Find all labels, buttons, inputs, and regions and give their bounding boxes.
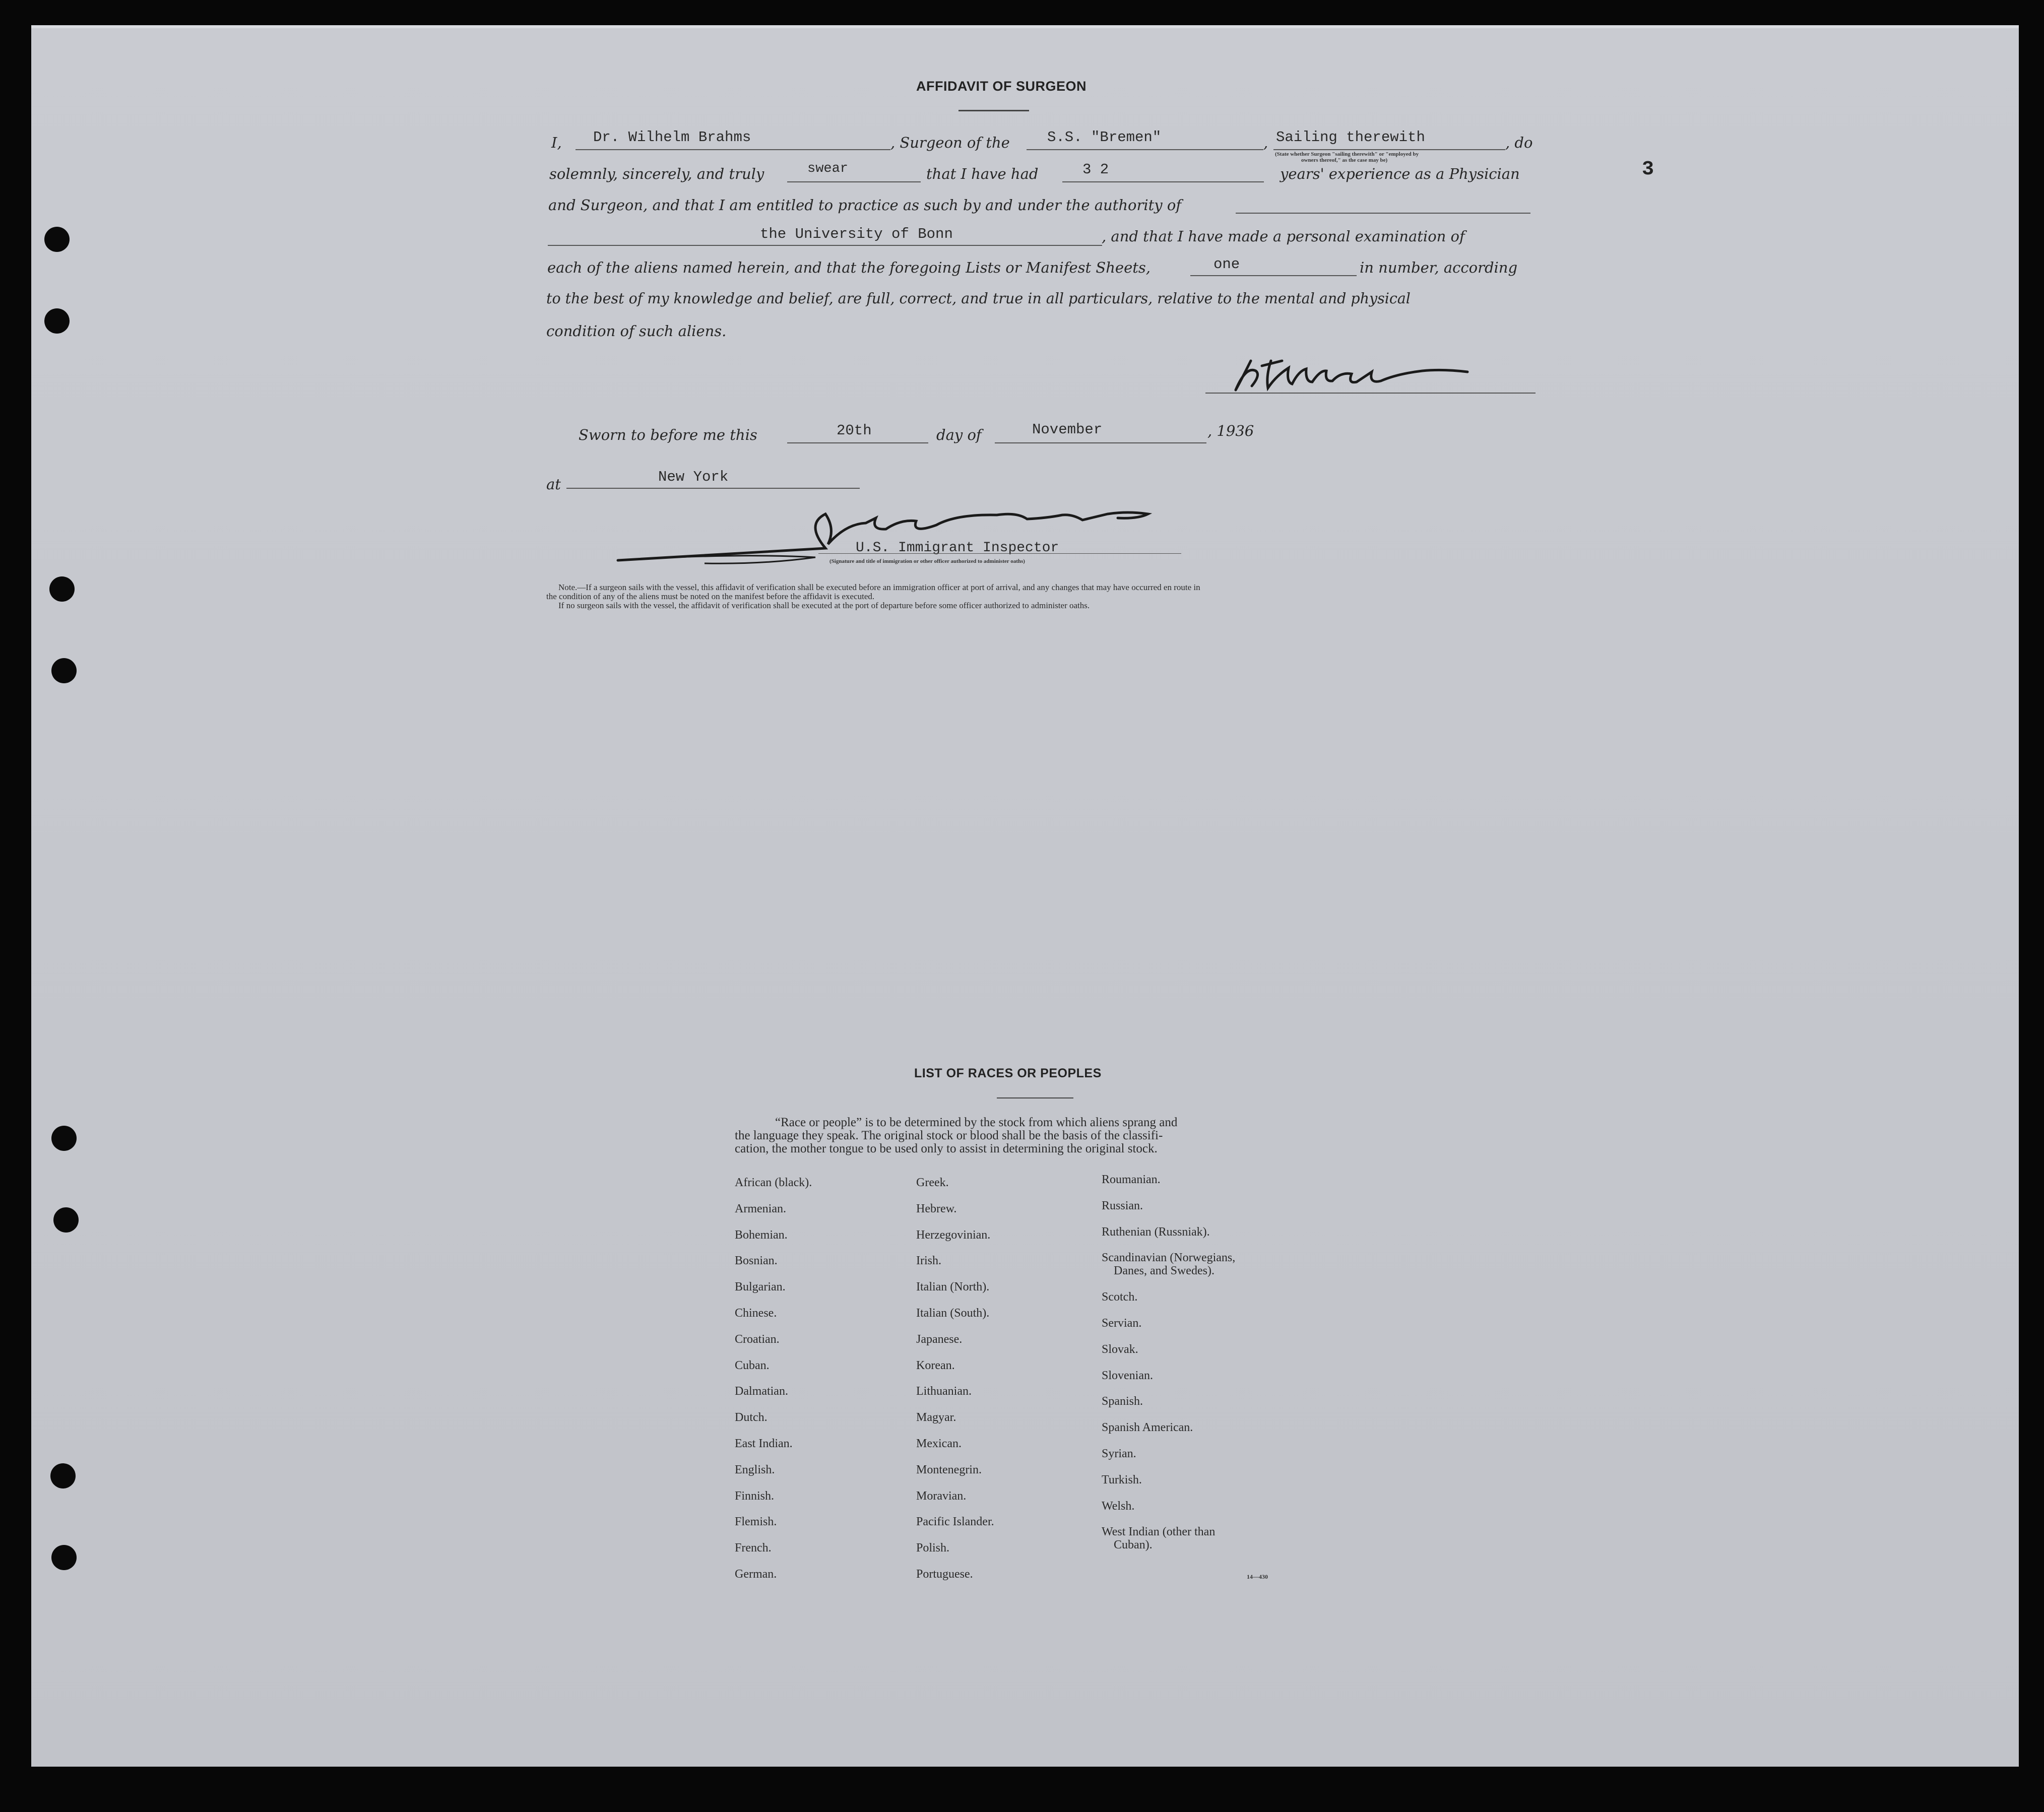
race-entry: Italian (North). — [916, 1280, 990, 1294]
note-line-3: If no surgeon sails with the vessel, the affidavit of verification shall be executed at the port of departure before some officer authorized to administer oaths. — [558, 601, 1090, 610]
race-entry: Moravian. — [916, 1489, 967, 1503]
oath-line — [787, 181, 921, 182]
years-line — [1062, 181, 1264, 182]
text-sworn: Sworn to before me this — [579, 426, 757, 443]
race-entry: Cuban. — [735, 1358, 770, 1372]
race-entry: Bosnian. — [735, 1254, 778, 1268]
manifest-page — [31, 25, 2019, 1767]
races-intro-3: cation, the mother tongue to be used only to assist in determining the original stock. — [735, 1142, 1158, 1155]
race-entry: Spanish. — [1102, 1395, 1143, 1408]
status-line — [1273, 149, 1505, 150]
race-entry: Herzegovinian. — [916, 1228, 991, 1242]
race-entry: Magyar. — [916, 1411, 956, 1425]
note-line-2: the condition of any of the aliens must be noted on the manifest before the affidavit is executed. — [546, 592, 875, 601]
sheets-line — [1190, 275, 1357, 276]
race-entry: Hebrew. — [916, 1202, 957, 1215]
authority-line-a — [1236, 213, 1530, 214]
race-entry: Greek. — [916, 1176, 949, 1189]
text-i: I, — [551, 134, 562, 151]
race-entry: Korean. — [916, 1358, 955, 1372]
surgeon-signature — [1205, 336, 1538, 396]
affidavit-title: AFFIDAVIT OF SURGEON — [916, 79, 1087, 94]
place-line — [566, 488, 860, 489]
title-rule — [959, 110, 1029, 111]
race-entry: Polish. — [916, 1541, 950, 1555]
text-years-experience: years' experience as a Physician — [1280, 165, 1520, 182]
page-number: 3 — [1642, 158, 1654, 181]
text-line3: and Surgeon, and that I am entitled to practice as such by and under the authority of — [548, 197, 1182, 214]
inspector-line — [818, 553, 1181, 554]
status-note-1: (State whether Surgeon "sailing therewith" or "employed by — [1275, 151, 1419, 157]
text-day-of: day of — [936, 426, 982, 443]
race-entry: Mexican. — [916, 1437, 962, 1450]
sheets-count: one — [1213, 256, 1240, 273]
race-entry: Slovak. — [1102, 1342, 1138, 1356]
race-entry: German. — [735, 1568, 777, 1581]
sworn-month: November — [1032, 421, 1103, 438]
races-intro-1: “Race or people” is to be determined by the stock from which aliens sprang and — [775, 1116, 1178, 1129]
races-intro-2: the language they speak. The original stock or blood shall be the basis of the classifi- — [735, 1129, 1163, 1142]
binder-hole — [51, 658, 77, 683]
text-line4: , and that I have made a personal examination of — [1102, 228, 1465, 245]
race-entry: Japanese. — [916, 1332, 963, 1346]
race-entry: French. — [735, 1541, 772, 1555]
race-entry: Bohemian. — [735, 1228, 788, 1242]
race-entry: Scotch. — [1102, 1290, 1138, 1304]
surgeon-name: Dr. Wilhelm Brahms — [593, 129, 751, 146]
race-entry: Finnish. — [735, 1489, 775, 1503]
race-entry: Turkish. — [1102, 1473, 1142, 1486]
binder-hole — [51, 1126, 77, 1151]
race-entry: West Indian (other than Cuban). — [1102, 1525, 1216, 1552]
race-entry: Lithuanian. — [916, 1385, 972, 1398]
race-entry: Russian. — [1102, 1199, 1143, 1212]
race-entry: Roumanian. — [1102, 1173, 1161, 1186]
authority-line-b — [548, 245, 1102, 246]
race-entry: Slovenian. — [1102, 1369, 1153, 1382]
race-entry: East Indian. — [735, 1437, 793, 1450]
binder-hole — [53, 1207, 79, 1233]
authority: the University of Bonn — [760, 226, 953, 242]
races-title-rule — [997, 1097, 1073, 1098]
race-entry: Syrian. — [1102, 1447, 1136, 1460]
day-line — [787, 442, 928, 443]
inspector-title: U.S. Immigrant Inspector — [856, 540, 1059, 556]
binder-hole — [51, 1545, 77, 1570]
text-in-number: in number, according — [1360, 259, 1518, 276]
text-surgeon-of: , Surgeon of the — [890, 134, 1010, 151]
race-entry: Croatian. — [735, 1332, 780, 1346]
race-entry: Portuguese. — [916, 1568, 973, 1581]
surgeon-status: Sailing therewith — [1276, 129, 1425, 146]
binder-hole — [44, 227, 70, 252]
form-number: 14—430 — [1247, 1573, 1268, 1580]
race-entry: Armenian. — [735, 1202, 786, 1215]
race-entry: Flemish. — [735, 1515, 777, 1529]
month-line — [995, 442, 1206, 443]
race-entry: Chinese. — [735, 1307, 777, 1320]
comma: , — [1263, 134, 1268, 151]
race-entry: Bulgarian. — [735, 1280, 786, 1294]
vessel-name: S.S. "Bremen" — [1047, 129, 1162, 146]
race-entry: Servian. — [1102, 1317, 1142, 1330]
note-line-1: Note.—If a surgeon sails with the vessel, this affidavit of verification shall be executed before an immigration officer at port of arrival, and any changes that may have occurred en route in — [558, 583, 1200, 592]
text-do: , do — [1505, 134, 1533, 151]
text-at: at — [546, 476, 561, 493]
binder-hole — [49, 576, 75, 602]
race-entry: Scandinavian (Norwegians, Danes, and Swedes). — [1102, 1251, 1236, 1278]
sworn-year: , 1936 — [1207, 422, 1254, 439]
race-entry: Welsh. — [1102, 1499, 1135, 1513]
years-experience: 3 2 — [1082, 161, 1109, 178]
text-line6: to the best of my knowledge and belief, are full, correct, and true in all particulars, relative to the mental and physical — [546, 290, 1411, 307]
race-entry: English. — [735, 1463, 775, 1476]
text-have-had: that I have had — [926, 165, 1039, 182]
binder-hole — [44, 308, 70, 334]
text-line5: each of the aliens named herein, and that the foregoing Lists or Manifest Sheets, — [547, 259, 1151, 276]
race-entry: Dutch. — [735, 1411, 768, 1425]
status-note-2: owners thereof," as the case may be) — [1301, 157, 1388, 163]
oath-word: swear — [807, 161, 849, 176]
text-solemnly: solemnly, sincerely, and truly — [549, 165, 764, 182]
race-entry: Irish. — [916, 1254, 941, 1268]
binder-hole — [50, 1463, 76, 1489]
race-entry: Ruthenian (Russniak). — [1102, 1225, 1210, 1239]
race-entry: Italian (South). — [916, 1307, 990, 1320]
sworn-day: 20th — [837, 422, 872, 439]
race-entry: Montenegrin. — [916, 1463, 982, 1476]
vessel-line — [1027, 149, 1263, 150]
surgeon-name-line — [576, 149, 890, 150]
race-entry: Spanish American. — [1102, 1421, 1193, 1435]
races-title: LIST OF RACES OR PEOPLES — [914, 1066, 1102, 1080]
race-entry: African (black). — [735, 1176, 812, 1189]
signature-caption: (Signature and title of immigration or other officer authorized to administer oaths) — [829, 558, 1025, 564]
sworn-place: New York — [658, 469, 729, 485]
text-line7: condition of such aliens. — [546, 322, 727, 340]
race-entry: Pacific Islander. — [916, 1515, 994, 1529]
race-entry: Dalmatian. — [735, 1385, 788, 1398]
